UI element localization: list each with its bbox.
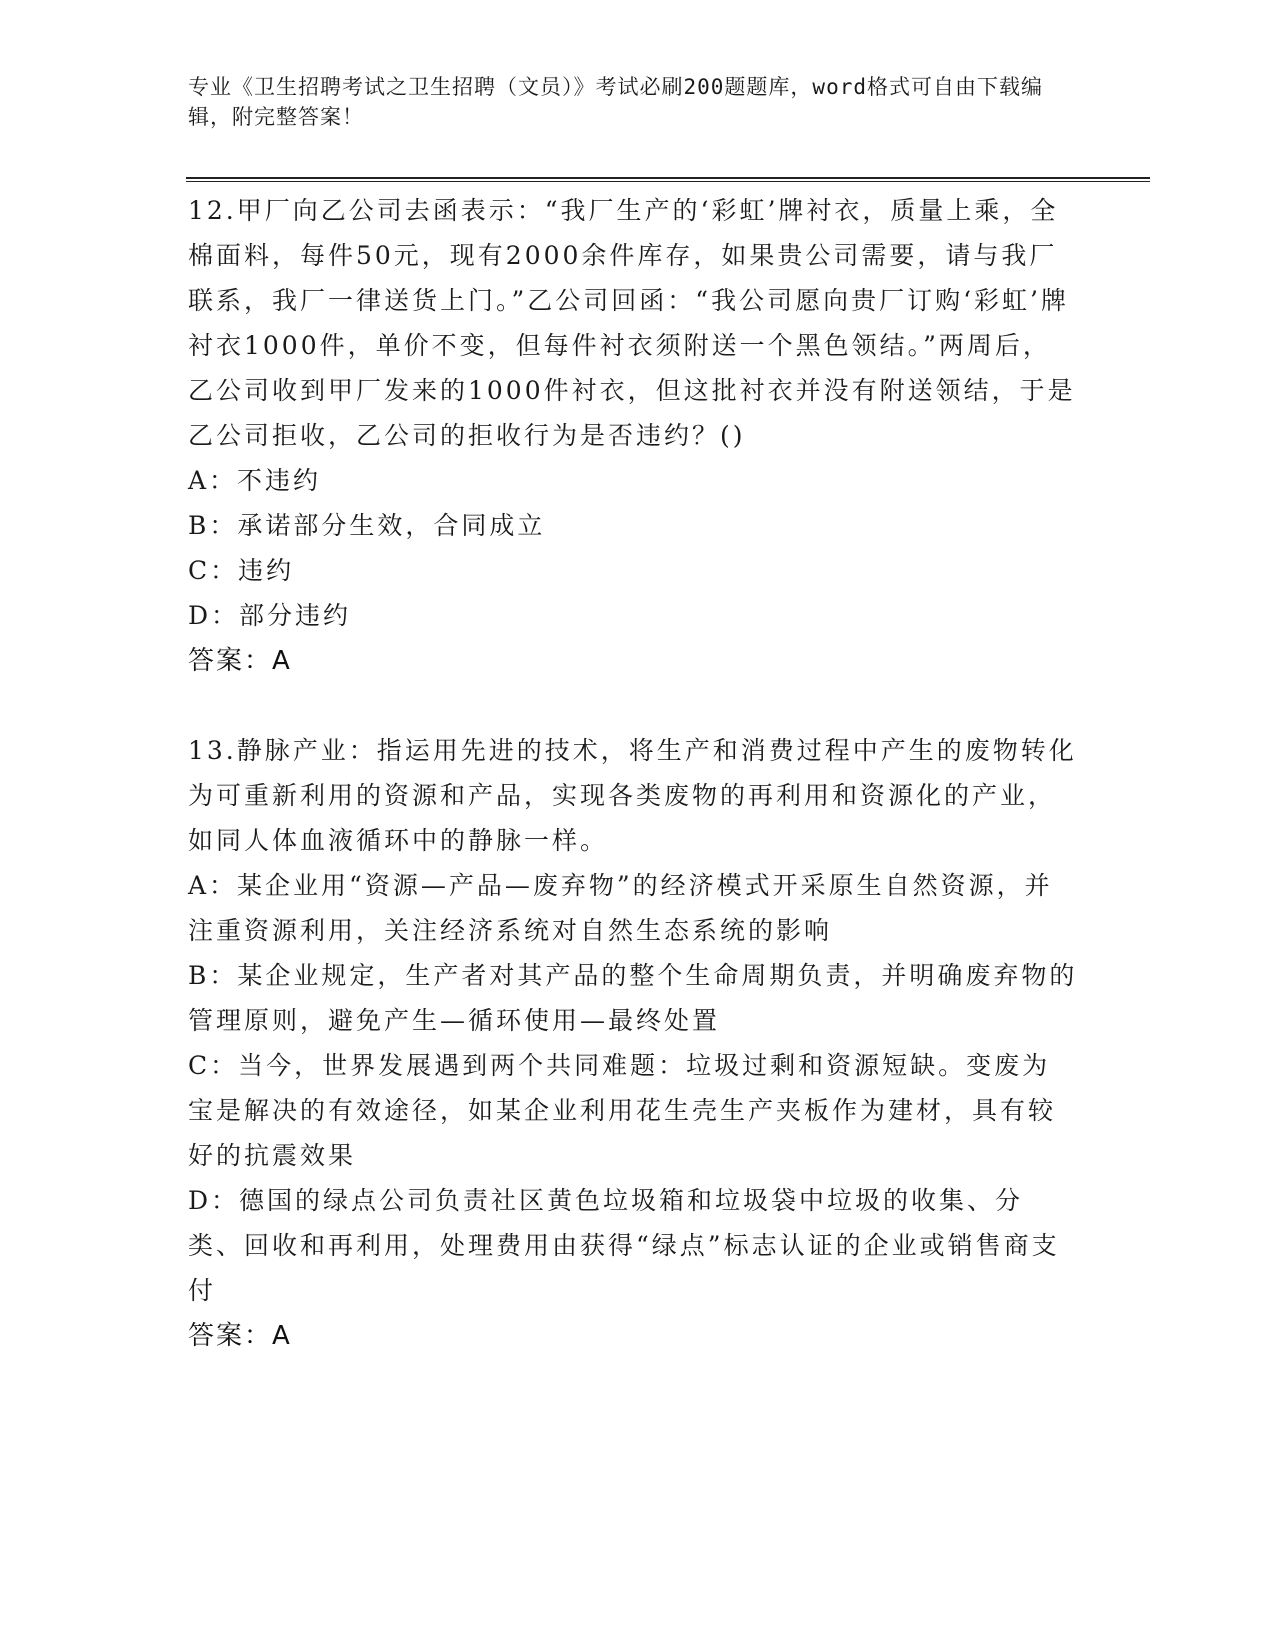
- question-list: [188, 188, 1078, 1359]
- question-block-12: [188, 188, 1078, 684]
- question-stem: 13.静脉产业：指运用先进的技术，将生产和消费过程中产生的废物转化为可重新利用的资源和产品，实现各类废物的再利用和资源化的产业，如同人体血液循环中的静脉一样。: [188, 736, 1077, 855]
- question-option-c: C：当今，世界发展遇到两个共同难题：垃圾过剩和资源短缺。变废为宝是解决的有效途径，如某企业利用花生壳生产夹板作为建材，具有较好的抗震效果: [188, 1051, 1057, 1170]
- question-option-b: B：某企业规定，生产者对其产品的整个生命周期负责，并明确废弃物的管理原则，避免产生—循环使用—最终处置: [188, 961, 1078, 1035]
- document-header: 专业《卫生招聘考试之卫生招聘（文员）》考试必刷200题题库，word格式可自由下载编辑，附完整答案！: [188, 75, 1043, 129]
- question-option-a: A：不违约: [188, 466, 322, 495]
- question-option-d: D：部分违约: [188, 601, 352, 630]
- question-option-b: B：承诺部分生效，合同成立: [188, 511, 546, 540]
- header-rule-thick: [186, 177, 1150, 179]
- question-option-a: A：某企业用“资源—产品—废弃物”的经济模式开采原生自然资源，并注重资源利用，关注经济系统对自然生态系统的影响: [188, 871, 1053, 945]
- header-rule-thin: [186, 181, 1150, 182]
- question-option-d: D：德国的绿点公司负责社区黄色垃圾箱和垃圾袋中垃圾的收集、分类、回收和再利用，处理费用由获得“绿点”标志认证的企业或销售商支付: [188, 1186, 1060, 1305]
- question-stem: 12.甲厂向乙公司去函表示：“我厂生产的‘彩虹’牌衬衣，质量上乘，全棉面料，每件50元，现有2000余件库存，如果贵公司需要，请与我厂联系，我厂一律送货上门。”乙公司回函：“我公司愿向贵厂订购‘彩虹’牌衬衣1000件，单价不变，但每件衬衣须附送一个黑色领结。”两周后，乙公司收到甲厂发来的1000件衬衣，但这批衬衣并没有附送领结，于是乙公司拒收，乙公司的拒收行为是否违约？(): [188, 196, 1076, 450]
- question-answer: 答案：A: [188, 646, 292, 676]
- question-spacer: [188, 684, 1078, 728]
- question-answer: 答案：A: [188, 1321, 292, 1351]
- question-option-c: C：违约: [188, 556, 295, 585]
- question-block-13: [188, 728, 1078, 1359]
